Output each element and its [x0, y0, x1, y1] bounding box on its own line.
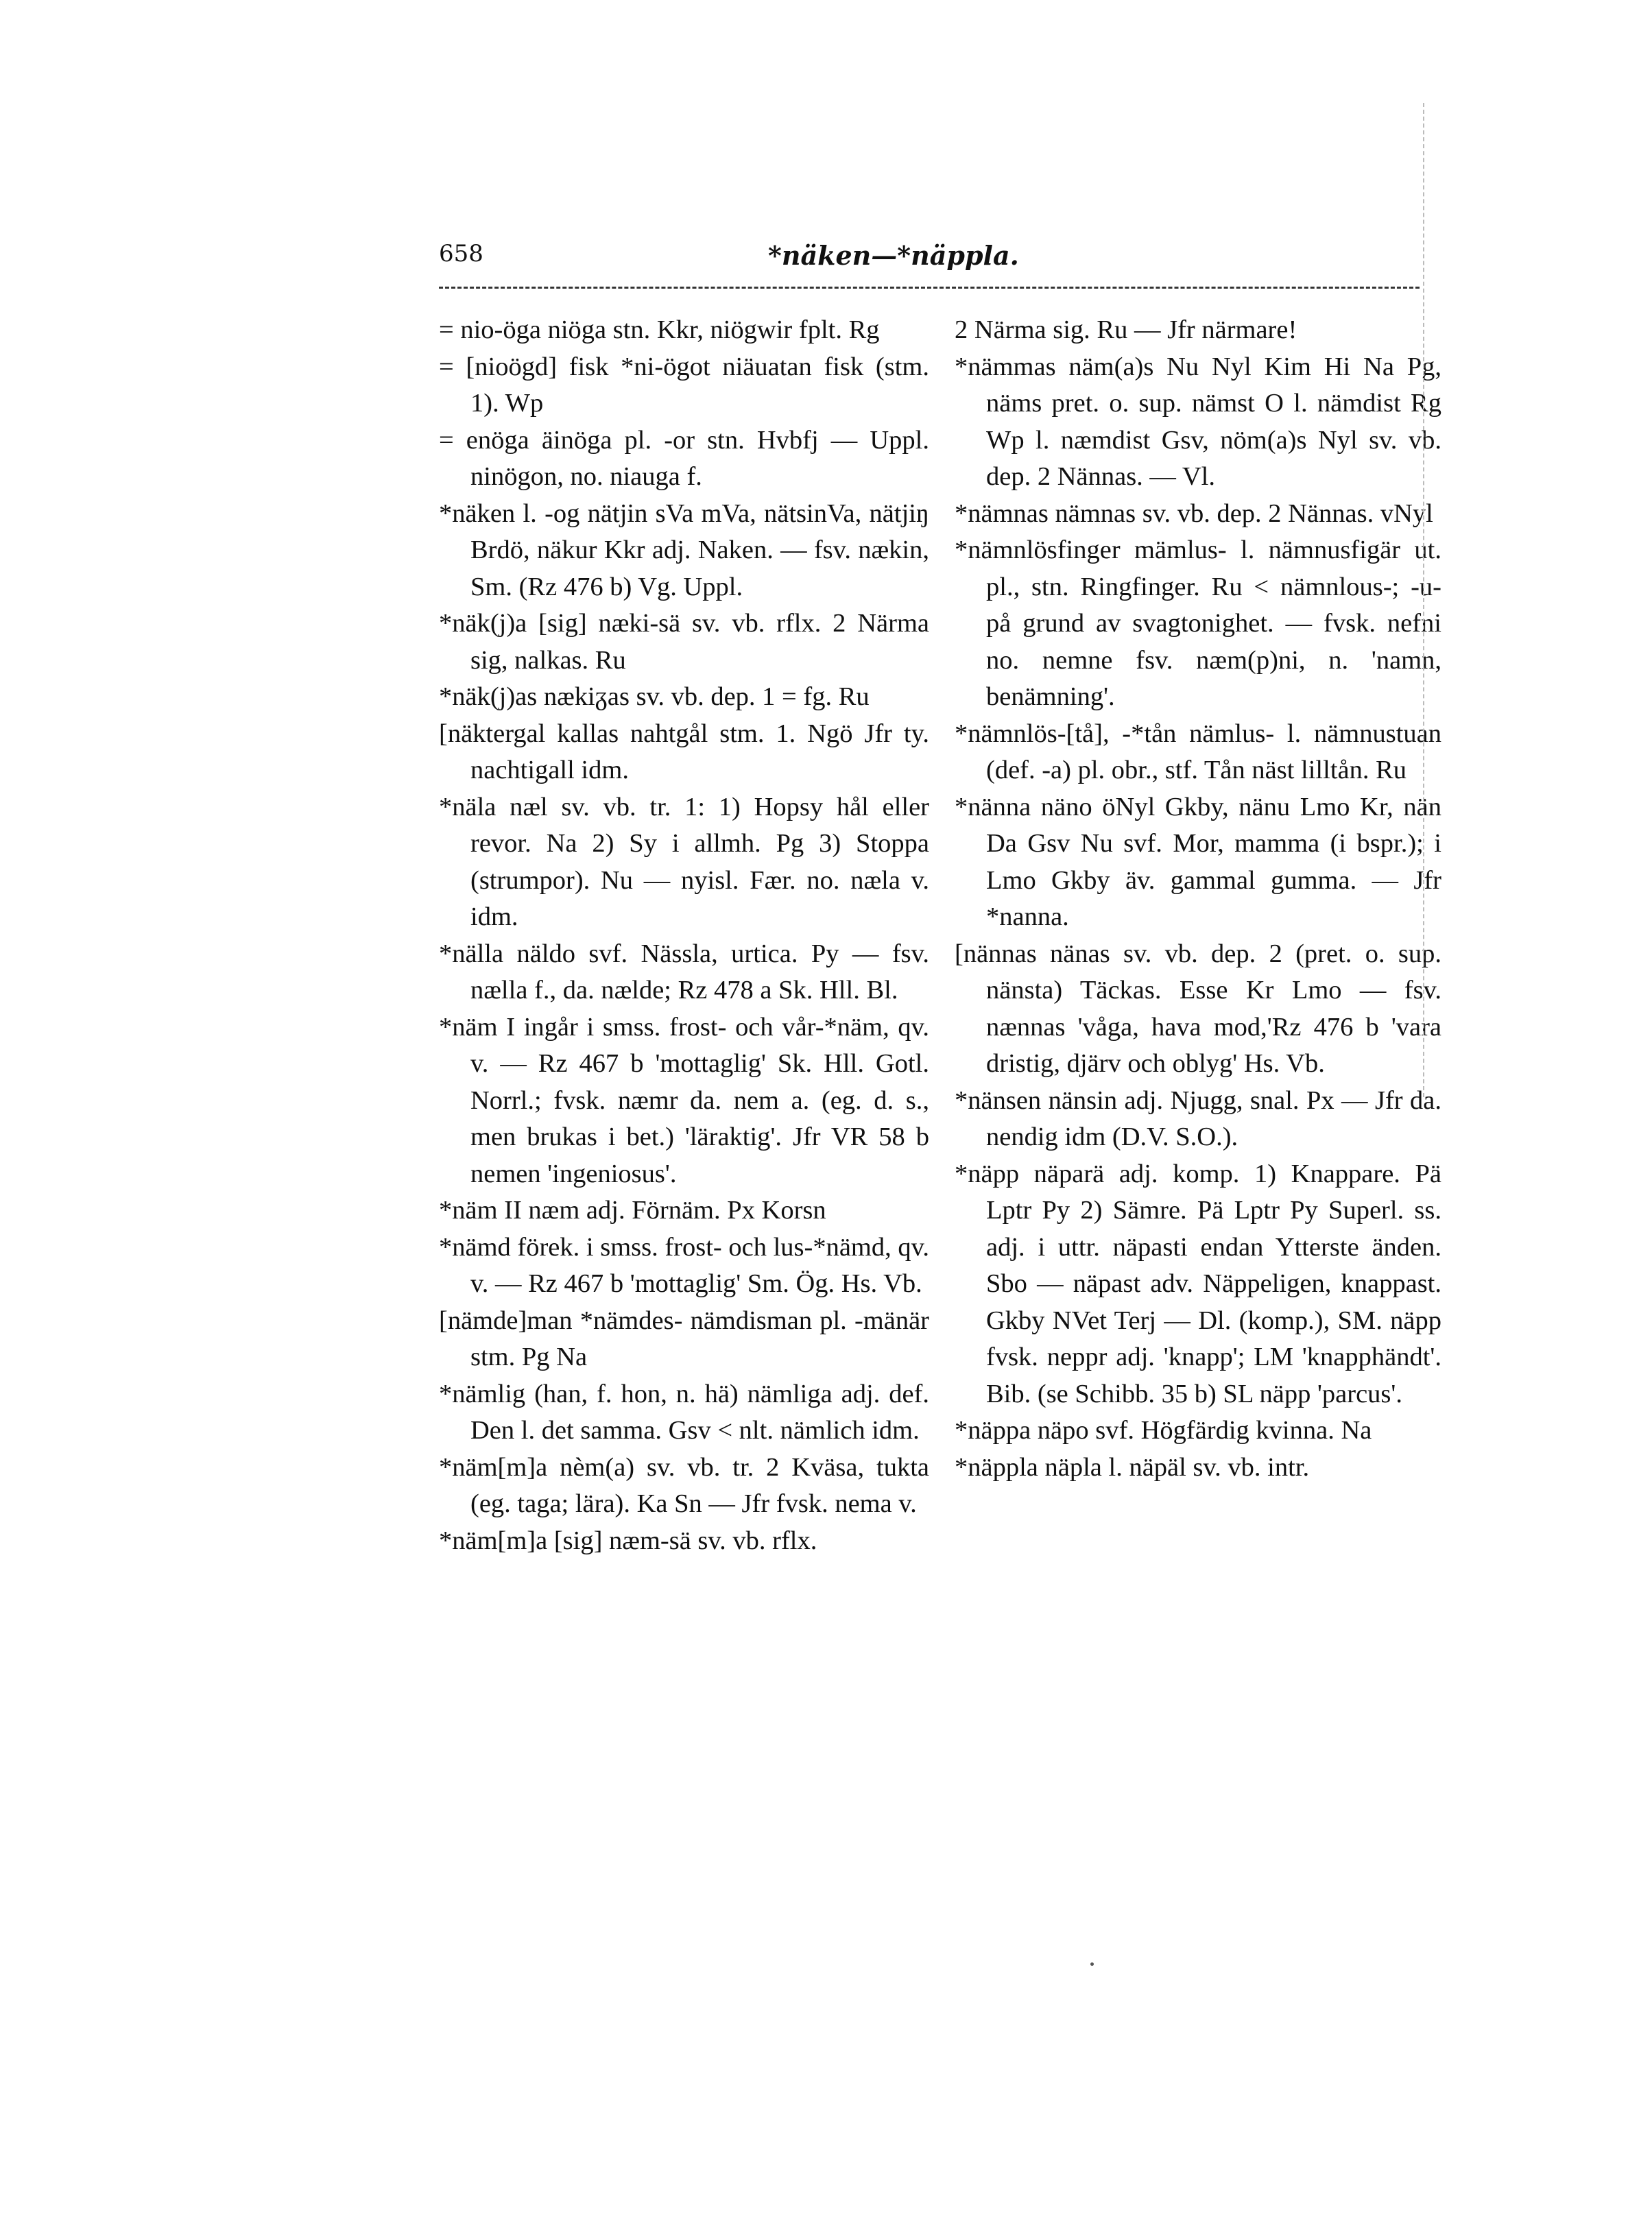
- page-number: 658: [439, 240, 483, 267]
- running-head: *näken—*näppla.: [768, 240, 1019, 271]
- header-rule: [439, 287, 1420, 289]
- dictionary-entry: [nämde]man *nämdes- nämdisman pl. -mänär stm. Pg Na: [439, 1306, 929, 1371]
- dictionary-entry: *näk(j)as nækiᵹas sv. vb. dep. 1 = fg. Ru: [439, 682, 870, 711]
- dictionary-entry: *nämnlös-[tå], -*tån nämlus- l. nämnustuan (def. -a) pl. obr., stf. Tån näst lilltån. Ru: [955, 719, 1441, 784]
- dictionary-entry: *näla næl sv. vb. tr. 1: 1) Hopsy hål eller revor. Na 2) Sy i allmh. Pg 3) Stoppa (strumpor). Nu — nyisl. Fær. no. næla v. idm.: [439, 792, 929, 931]
- dictionary-entry: *näm[m]a nèm(a) sv. vb. tr. 2 Kväsa, tukta (eg. taga; lära). Ka Sn — Jfr fvsk. nema v.: [439, 1452, 929, 1518]
- dictionary-entry: = [nioögd] fisk *ni-ögot niäuatan fisk (stm. 1). Wp: [439, 352, 929, 418]
- dictionary-entry: *näm II næm adj. Förnäm. Px Korsn: [439, 1196, 826, 1225]
- scan-speck: [1090, 1962, 1094, 1966]
- dictionary-entry: 2 Närma sig. Ru — Jfr närmare!: [955, 315, 1297, 344]
- dictionary-entry: *nämnlösfinger mämlus- l. nämnusfigär ut. pl., stn. Ringfinger. Ru < nämnlous-; -u- på grund av svagtonighet. — fvsk. nefni no. nemne fsv. næm(p)ni, n. 'namn, benämning'.: [955, 536, 1441, 711]
- dictionary-entry: *nänsen nänsin adj. Njugg, snal. Px — Jfr da. nendig idm (D.V. S.O.).: [955, 1085, 1441, 1151]
- dictionary-entry: *näpp näparä adj. komp. 1) Knappare. Pä Lptr Py 2) Sämre. Pä Lptr Py Superl. ss. adj. i uttr. näpasti endan Ytterste änden. Sbo — näpast adv. Näppeligen, knappast. Gkby NVet Terj — Dl. (komp.), SM. näpp fvsk. neppr adj. 'knapp'; LM 'knapphändt'. Bib. (se Schibb. 35 b) SL näpp 'parcus'.: [955, 1159, 1441, 1408]
- page-header: [439, 240, 1420, 281]
- dictionary-entry: *nämlig (han, f. hon, n. hä) nämliga adj. def. Den l. det samma. Gsv < nlt. nämlich idm.: [439, 1379, 929, 1445]
- dictionary-entry: *näm[m]a [sig] næm-sä sv. vb. rflx.: [439, 1526, 817, 1555]
- dictionary-entry: *näppa näpo svf. Högfärdig kvinna. Na: [955, 1416, 1372, 1445]
- dictionary-entry: *näppla näpla l. näpäl sv. vb. intr.: [955, 1452, 1310, 1482]
- dictionary-entry: = enöga äinöga pl. -or stn. Hvbfj — Uppl. ninögon, no. niauga f.: [439, 425, 929, 491]
- dictionary-entry: *nälla näldo svf. Nässla, urtica. Py — fsv. nælla f., da. nælde; Rz 478 a Sk. Hll. Bl.: [439, 939, 929, 1005]
- dictionary-entry: *näm I ingår i smss. frost- och vår-*näm, qv. v. — Rz 467 b 'mottaglig' Sk. Hll. Gotl. Norrl.; fvsk. næmr da. nem a. (eg. d. s., men brukas i bet.) 'läraktig'. Jfr VR 58 b nemen 'ingeniosus'.: [439, 1012, 929, 1188]
- dictionary-entry: *nänna näno öNyl Gkby, nänu Lmo Kr, nän Da Gsv Nu svf. Mor, mamma (i bspr.); i Lmo Gkby äv. gammal gumma. — Jfr *nanna.: [955, 792, 1441, 931]
- dictionary-entry: *näk(j)a [sig] næki-sä sv. vb. rflx. 2 Närma sig, nalkas. Ru: [439, 609, 929, 675]
- dictionary-entry: *nämd förek. i smss. frost- och lus-*nämd, qv. v. — Rz 467 b 'mottaglig' Sm. Ög. Hs. Vb.: [439, 1232, 929, 1298]
- left-column: [439, 312, 929, 1559]
- dictionary-entry: *nämmas näm(a)s Nu Nyl Kim Hi Na Pg, näms pret. o. sup. nämst O l. nämdist Rg Wp l. næmdist Gsv, nöm(a)s Nyl sv. vb. dep. 2 Nännas. — Vl.: [955, 352, 1441, 491]
- right-column: [955, 312, 1441, 1486]
- dictionary-entry: *nämnas nämnas sv. vb. dep. 2 Nännas. vNyl: [955, 498, 1433, 528]
- dictionary-entry: [nännas nänas sv. vb. dep. 2 (pret. o. sup. nänsta) Täckas. Esse Kr Lmo — fsv. nænnas 'våga, hava mod,'Rz 476 b 'vara dristig, djärv och oblyg' Hs. Vb.: [955, 939, 1441, 1078]
- dictionary-entry: = nio-öga niöga stn. Kkr, niögwir fplt. Rg: [439, 315, 880, 344]
- dictionary-entry: [näktergal kallas nahtgål stm. 1. Ngö Jfr ty. nachtigall idm.: [439, 719, 929, 784]
- dictionary-entry: *näken l. -og nätjin sVa mVa, nätsinVa, nätjiŋ Brdö, näkur Kkr adj. Naken. — fsv. nækin, Sm. (Rz 476 b) Vg. Uppl.: [439, 498, 929, 601]
- scan-margin-line: [1423, 103, 1426, 1097]
